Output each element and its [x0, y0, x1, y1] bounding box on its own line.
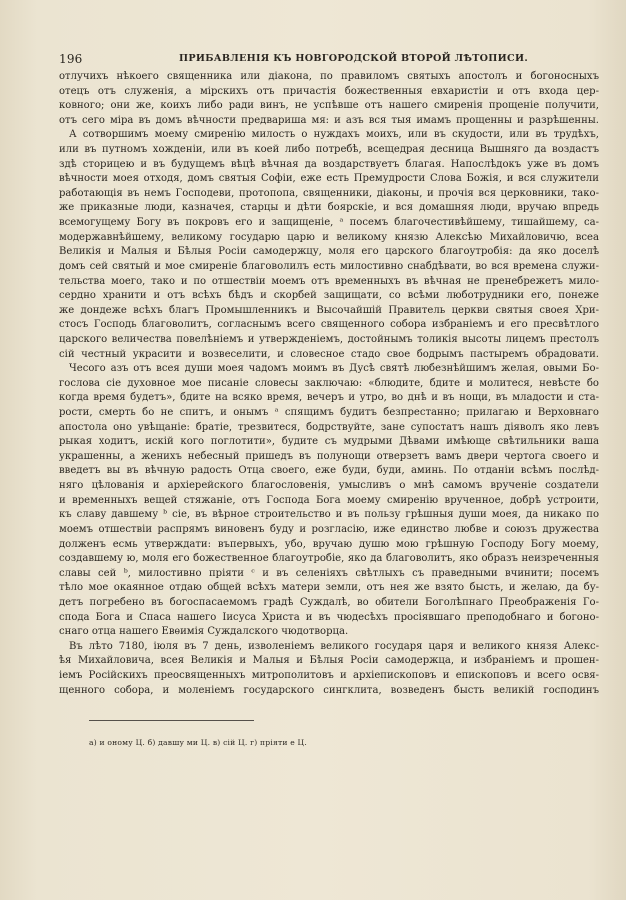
text-line: снаго отца нашего Евѳимія Суждалского чюдотворца. — [59, 626, 349, 638]
text-line: же приказные люди, казначея, старцы и дѣти боярскіе, и вся домашняя люди, вручаю впредь — [59, 202, 599, 214]
text-line: же дондеже всѣхъ благъ Промышленникъ и Высочайшій Правитель церкви святыя своея Хри- — [59, 304, 599, 316]
text-line: Въ лѣто 7180, іюля въ 7 день, изволеніемъ великого государя царя и великого князя Алекс- — [69, 640, 599, 652]
text-line: моемъ отшествіи распрямъ виновенъ буду и розгласію, иже единство любве и союзъ дружества — [59, 523, 599, 535]
text-line: гослова сіе духовное мое писаніе словесы заключаю: «блюдите, бдите и молитеся, невѣсте бо — [59, 377, 599, 389]
text-line: долженъ есмь утверждати: въпервыхъ, убо, вручаю душю мою грѣшную Господу Богу моему, — [59, 538, 599, 550]
page-number: 196 — [59, 52, 83, 66]
text-line: А сотворшимъ моему смиренію милость о нуждахъ моихъ, или въ скудости, или въ трудѣхъ, — [69, 129, 599, 141]
text-line: тѣло мое окаянное отдаю общей всѣхъ матери земли, отъ нея же взято бысть, и желаю, да бу- — [59, 582, 599, 594]
body-text — [59, 70, 599, 698]
text-line: іемъ Російскихъ преосвященныхъ митрополитовъ и архіепископовъ и епископовъ и всего освя- — [59, 669, 599, 681]
text-line: здѣ сторицею и въ будущемъ вѣцѣ вѣчная да воздарствуетъ благая. Напослѣдокъ уже въ домъ — [59, 158, 599, 170]
text-line: щенного собора, и моленіемъ государского сингклита, возведенъ бысть великій господинъ — [59, 684, 599, 696]
text-line: апостола оно увѣщаніе: братіе, трезвитеся, бодрствуйте, зане супостатъ нашъ діяволъ яко левъ — [59, 421, 599, 433]
text-line: ковного; они же, коихъ либо ради винъ, не успѣвше отъ нашего смиренія прощеніе получити, — [59, 100, 599, 112]
text-line: няго цѣлованія и архіерейского благословенія, умысливъ о мнѣ самомъ врученіе создатели — [59, 480, 599, 492]
text-line: Великія и Малыя и Бѣлыя Росіи самодержцу, моля его царского благоутробія: да яко доселѣ — [59, 246, 599, 258]
text-line: Чесого азъ отъ всея души моея чадомъ моимъ въ Дусѣ святѣ любезнѣйшимъ желая, овыми Бо- — [69, 363, 599, 375]
text-line: модержавнѣйшему, великому государю царю и великому князю Алексѣю Михайловичю, всеа — [59, 231, 599, 243]
text-line: отъ сего міра въ домъ вѣчности предвариша мя: и азъ вся тыя имамъ прощенны и разрѣшенны. — [59, 114, 599, 126]
text-line: рости, смерть бо не спитъ, и онымъ ᵃ спящимъ будитъ безпрестанно; прилагаю и Верховнаго — [59, 407, 599, 419]
text-line: сій честный украсити и возвеселити, и словесное стадо свое бодрымъ пастыремъ обрадовати. — [59, 348, 599, 360]
text-line: вѣчности моея отходя, домъ святыя Софіи, еже есть Премудрости Слова Божія, и вся служители — [59, 173, 599, 185]
text-line: украшенны, а женихъ небесный пришедъ въ полунощи отверзетъ вамъ двери чертога своего и — [59, 450, 599, 462]
text-line: домъ сей святый и мое смиреніе благоволилъ есть милостивно снабдѣвати, во вся времена служи- — [59, 260, 599, 272]
text-line: и временныхъ вещей стяжаніе, отъ Господа Бога моему смиренію врученное, добрѣ устроити, — [59, 494, 599, 506]
text-line: къ славу давшему ᵇ сіе, въ вѣрное строительство и въ пользу грѣшныя души моея, да никако по — [59, 509, 599, 521]
text-line: сердно хранити и отъ всѣхъ бѣдъ и скорбей защищати, со всѣми люботрудники его, понеже — [59, 290, 599, 302]
text-line: спода Бога и Спаса нашего Іисуса Христа и въ чюдесѣхъ просіявшаго преподобнаго и богоно- — [59, 611, 599, 623]
text-line: когда время будетъ», бдите на всяко время, вечеръ и утро, во днѣ и въ нощи, въ младости и ста- — [59, 392, 599, 404]
text-line: создавшему ю, моля его божественное благоутробіе, яко да благоволитъ, яко образъ неизреченныя — [59, 553, 599, 565]
text-line: тельства моего, тако и по отшествіи моемъ отъ временныхъ въ вѣчная не пренебрежетъ мило- — [59, 275, 599, 287]
text-line: детъ погребено въ богоспасаемомъ градѣ Суждалѣ, во обители Боголѣпнаго Преображенія Го- — [59, 596, 599, 608]
running-title: ПРИБАВЛЕНІЯ КЪ НОВГОРОДСКОЙ ВТОРОЙ ЛѢТОПИСИ. — [179, 53, 528, 64]
text-line: или въ путномъ хожденіи, или въ коей либо потребѣ, всещедрая десница Вышняго да воздастъ — [59, 144, 599, 156]
text-line: работающія въ немъ Господеви, протопопа, священники, діаконы, и прочія вся церковники, тако- — [59, 187, 599, 199]
text-line: царского величества повелѣніемъ и утвержденіемъ, достойнымъ толикія высоты лицемъ престолъ — [59, 333, 599, 345]
text-line: всемогущему Богу въ покровъ его и защищеніе, ᵃ посемъ благочестивѣйшему, тишайшему, са- — [59, 217, 599, 229]
text-line: славы сей ᵇ, милостивно пріяти ᶜ и въ селеніяхъ свѣтлыхъ съ праведными вчинити; посемъ — [59, 567, 599, 579]
text-line: стосъ Господь благоволитъ, согласнымъ всего священного собора избраніемъ и его пресвѣтлого — [59, 319, 599, 331]
text-line: отлучихъ нѣкоего священника или діакона, по правиломъ святыхъ апостолъ и богоносныхъ — [59, 71, 599, 82]
text-line: рыкая ходитъ, искій кого поглотити», будите съ мудрыми Дѣвами имѣюще свѣтильники ваша — [59, 436, 599, 448]
text-line: отецъ отъ служенія, а мірскихъ отъ причастія божественныя евхаристіи и отъ входа цер- — [59, 85, 599, 97]
footnotes: а) и оному Ц. б) давшу ми Ц. в) сій Ц. г) пріяти е Ц. — [89, 738, 307, 747]
text-line: ѣя Михайловича, всея Великія и Малыя и Бѣлыя Росіи самодержца, и избраніемъ и прошен- — [59, 655, 599, 667]
text-line: введетъ вы въ вѣчную радость Отца своего, еже буди, буди, аминь. По отданіи всѣмъ послѣд- — [59, 465, 599, 477]
page-header — [59, 52, 599, 68]
footnote-rule — [89, 720, 254, 721]
